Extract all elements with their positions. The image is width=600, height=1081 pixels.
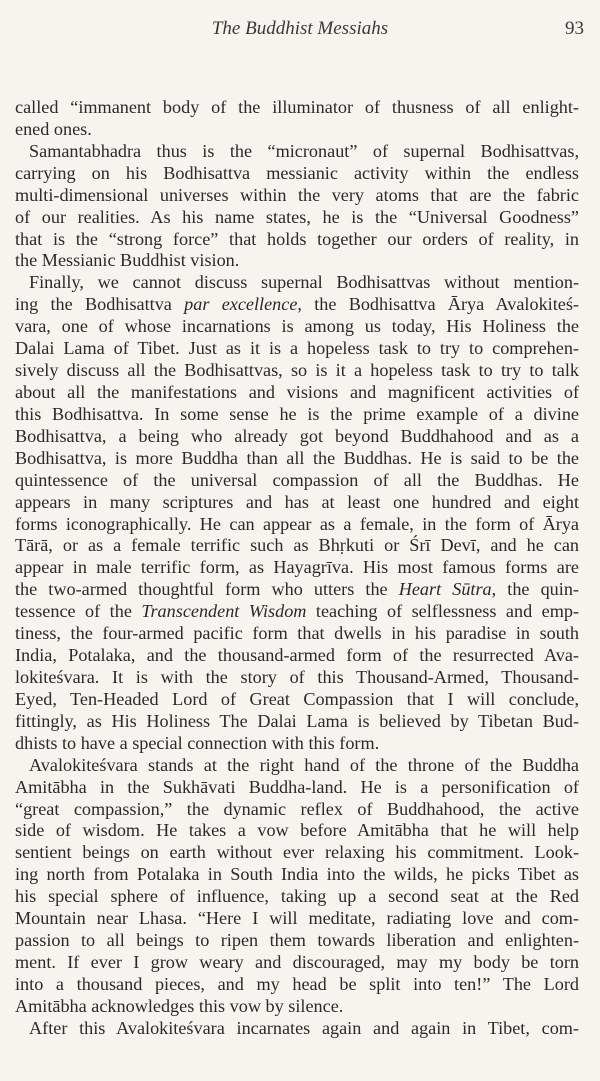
text-segment: of our realities. As his name states, he is the “Universal Goodness”	[15, 206, 579, 227]
text-line	[15, 557, 579, 579]
text-segment: Eyed, Ten-Headed Lord of Great Compassion that I will conclude,	[15, 688, 579, 709]
text-segment: Samantabhadra thus is the “micronaut” of supernal Bodhisattvas,	[29, 140, 579, 161]
page-number: 93	[565, 18, 584, 39]
text-line	[15, 492, 579, 514]
text-line	[15, 952, 579, 974]
text-line	[15, 338, 579, 360]
text-line	[15, 908, 579, 930]
text-segment: about all the manifestations and visions and magnificent activities of	[15, 381, 579, 402]
text-line	[15, 974, 579, 996]
text-line	[15, 250, 579, 272]
text-segment: appears in many scriptures and has at least one hundred and eight	[15, 491, 579, 512]
text-line	[15, 711, 579, 733]
text-line	[15, 1018, 579, 1040]
text-line	[15, 382, 579, 404]
italic-text: par excellence	[184, 294, 298, 315]
text-segment: fittingly, as His Holiness The Dalai Lama is believed by Tibetan Bud-	[15, 710, 579, 731]
text-segment: passion to all beings to ripen them towards liberation and enlighten-	[15, 930, 579, 951]
text-line	[15, 514, 579, 536]
text-line	[15, 141, 579, 163]
text-line	[15, 755, 579, 777]
italic-text: Heart Sūtra	[398, 579, 492, 600]
text-line	[15, 535, 579, 557]
text-line	[15, 689, 579, 711]
text-segment: ened ones.	[15, 118, 92, 139]
text-line	[15, 207, 579, 229]
text-line	[15, 272, 579, 294]
text-segment: dhists to have a special connection with this form.	[15, 732, 380, 753]
text-segment: this Bodhisattva. In some sense he is the prime example of a divine	[15, 403, 579, 424]
italic-text: Transcendent Wisdom	[141, 601, 307, 622]
text-line	[15, 97, 579, 119]
text-segment: tiness, the four-armed pacific form that dwells in his paradise in south	[15, 623, 579, 644]
text-line	[15, 667, 579, 689]
text-segment: forms iconographically. He can appear as a female, in the form of Ārya	[15, 513, 579, 534]
text-segment: Dalai Lama of Tibet. Just as it is a hopeless task to try to comprehen-	[15, 338, 579, 359]
text-line	[15, 733, 579, 755]
text-segment: appear in male terrific form, as Hayagrīva. His most famous forms are	[15, 557, 579, 578]
text-segment: the Messianic Buddhist vision.	[15, 250, 240, 271]
text-segment: into a thousand pieces, and my head be split into ten!” The Lord	[15, 973, 579, 994]
text-segment: carrying on his Bodhisattva messianic activity within the endless	[15, 162, 579, 183]
text-segment: ing the Bodhisattva	[15, 294, 185, 315]
text-line	[15, 579, 579, 601]
text-segment: teaching of selflessness and emp-	[306, 601, 580, 622]
text-line	[15, 119, 579, 141]
text-segment: Bodhisattva, is more Buddha than all the Buddhas. He is said to be the	[15, 447, 579, 468]
text-segment: side of wisdom. He takes a vow before Amitābha that he will help	[15, 820, 579, 841]
text-segment: lokiteśvara. It is with the story of this Thousand-Armed, Thousand-	[15, 666, 579, 687]
body-text	[15, 97, 579, 1040]
text-segment: , the quin-	[491, 579, 579, 600]
text-line	[15, 470, 579, 492]
text-segment: vara, one of whose incarnations is among us today, His Holiness the	[15, 316, 579, 337]
text-line	[15, 294, 579, 316]
text-segment: ment. If ever I grow weary and discouraged, may my body be torn	[15, 951, 579, 972]
text-line	[15, 448, 579, 470]
text-line	[15, 799, 579, 821]
text-line	[15, 426, 579, 448]
text-segment: Tārā, or as a female terrific such as Bhṛkuti or Śrī Devī, and he can	[15, 535, 579, 556]
text-segment: Amitābha acknowledges this vow by silence.	[15, 995, 344, 1016]
text-segment: sively discuss all the Bodhisattvas, so is it a hopeless task to try to talk	[15, 360, 579, 381]
text-line	[15, 930, 579, 952]
text-segment: , the Bodhisattva Ārya Avalokiteś-	[297, 294, 579, 315]
text-segment: his special sphere of influence, taking up a second seat at the Red	[15, 886, 579, 907]
text-segment: that is the “strong force” that holds together our orders of reality, in	[15, 228, 579, 249]
text-segment: Amitābha in the Sukhāvati Buddha-land. He is a personification of	[15, 776, 579, 797]
text-line	[15, 996, 579, 1018]
text-line	[15, 623, 579, 645]
text-line	[15, 864, 579, 886]
text-segment: “great compassion,” the dynamic reflex of Buddhahood, the active	[15, 798, 579, 819]
running-title: The Buddhist Messiahs	[211, 18, 389, 39]
text-line	[15, 360, 579, 382]
text-segment: called “immanent body of the illuminator of thusness of all enlight-	[15, 97, 579, 117]
text-segment: Bodhisattva, a being who already got beyond Buddhahood and as a	[15, 425, 579, 446]
text-segment: multi-dimensional universes within the very atoms that are the fabric	[15, 184, 579, 205]
text-segment: the two-armed thoughtful form who utters the	[15, 579, 399, 600]
text-segment: sentient beings on earth without ever relaxing his commitment. Look-	[15, 842, 579, 863]
text-line	[15, 777, 579, 799]
text-line	[15, 404, 579, 426]
text-segment: India, Potalaka, and the thousand-armed form of the resurrected Ava-	[15, 645, 579, 666]
text-line	[15, 601, 579, 623]
text-segment: quintessence of the universal compassion of all the Buddhas. He	[15, 469, 579, 490]
text-segment: tessence of the	[15, 601, 142, 622]
text-line	[15, 842, 579, 864]
text-segment: ing north from Potalaka in South India into the wilds, he picks Tibet as	[15, 864, 579, 885]
text-line	[15, 185, 579, 207]
text-line	[15, 229, 579, 251]
text-line	[15, 316, 579, 338]
text-segment: After this Avalokiteśvara incarnates again and again in Tibet, com-	[29, 1017, 579, 1038]
text-segment: Mountain near Lhasa. “Here I will meditate, radiating love and com-	[15, 908, 579, 929]
text-segment: Finally, we cannot discuss supernal Bodhisattvas without mention-	[29, 272, 579, 293]
text-line	[15, 820, 579, 842]
page-header	[0, 14, 600, 44]
text-line	[15, 886, 579, 908]
text-line	[15, 645, 579, 667]
text-line	[15, 163, 579, 185]
text-segment: Avalokiteśvara stands at the right hand of the throne of the Buddha	[29, 754, 579, 775]
